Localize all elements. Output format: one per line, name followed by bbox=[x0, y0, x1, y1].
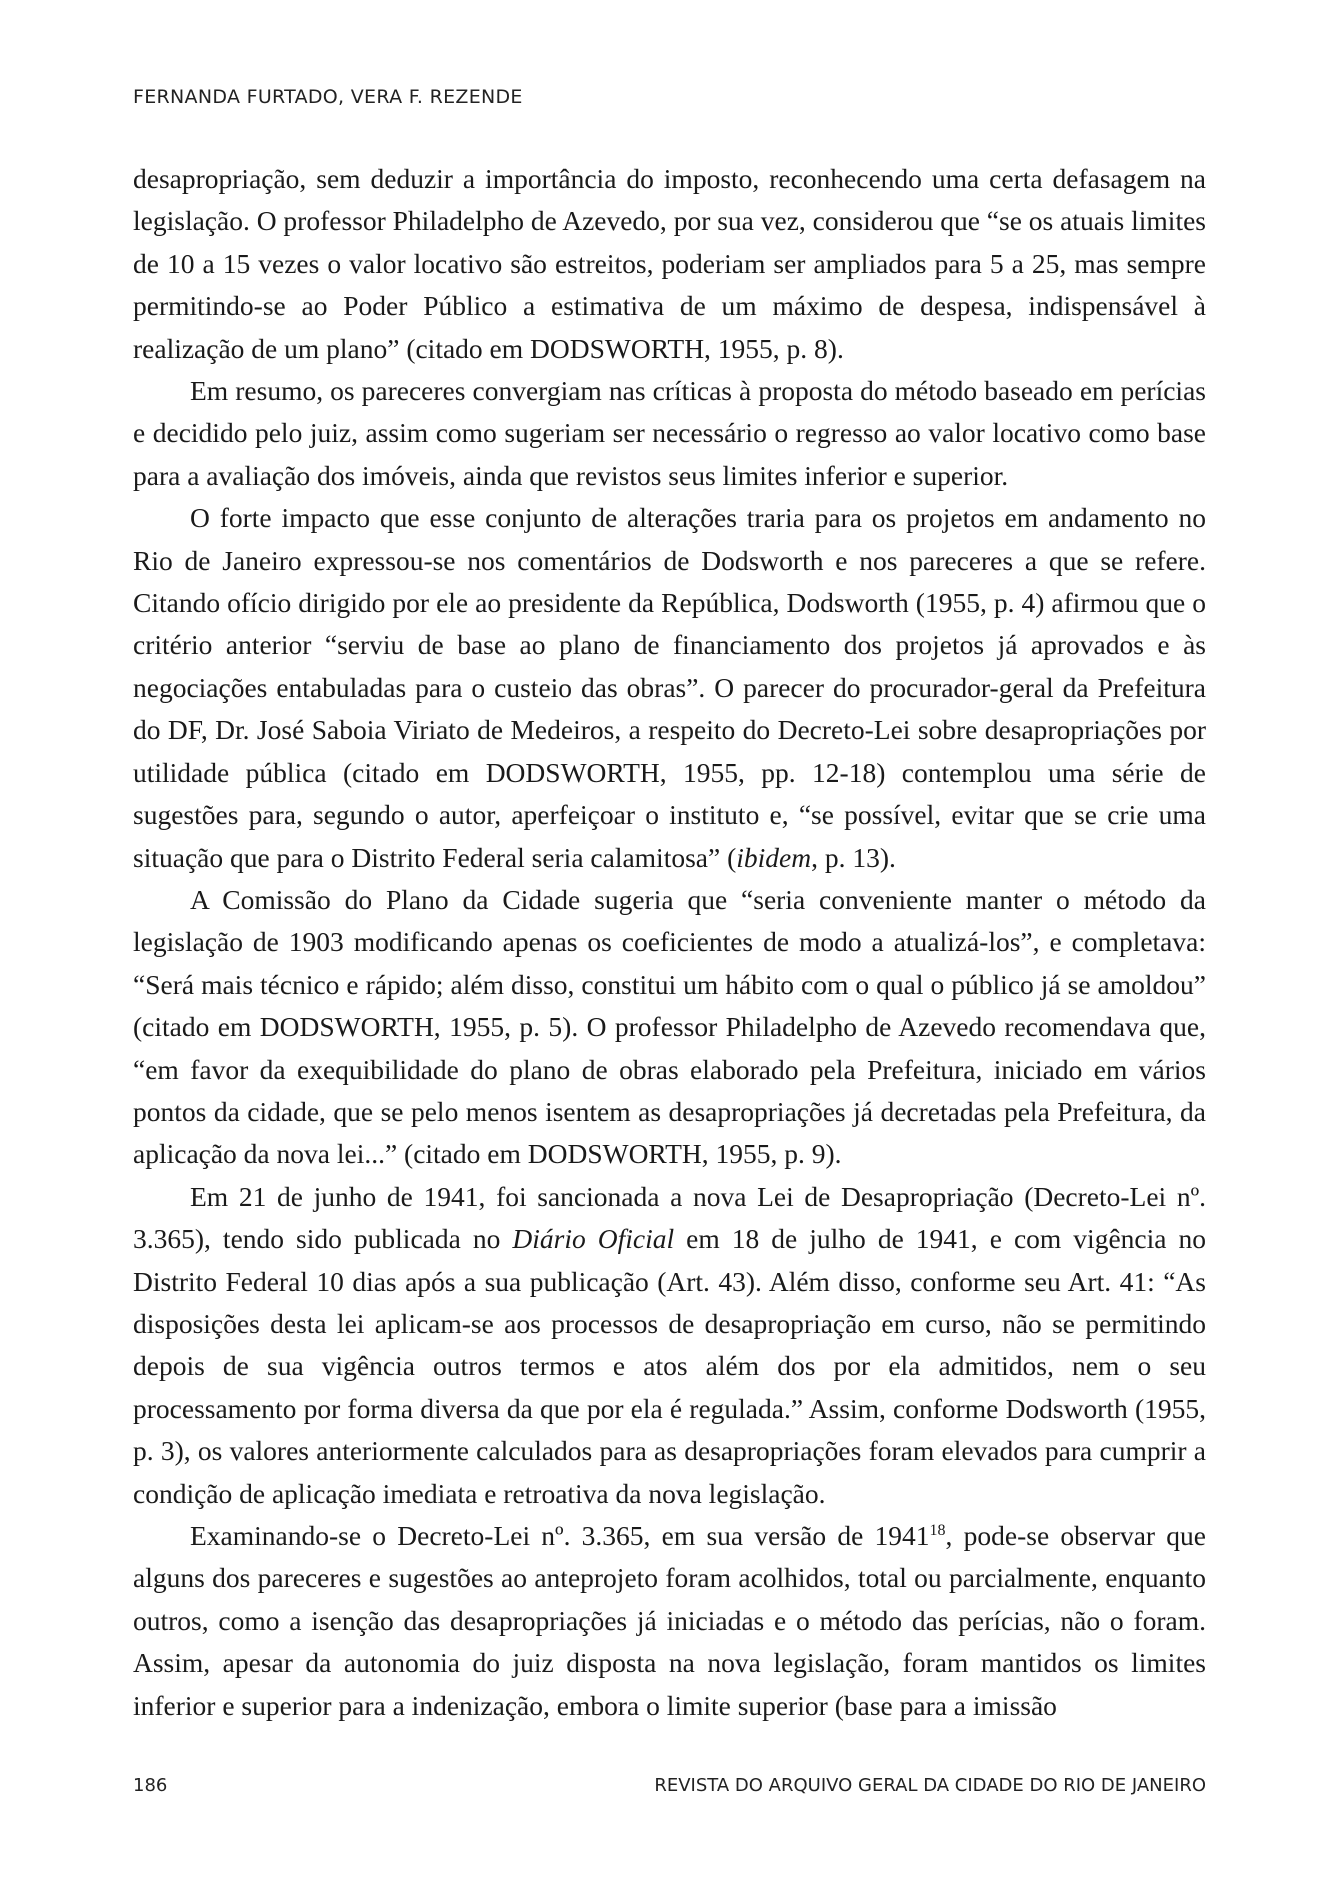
paragraph-5-text: Em 21 de junho de 1941, foi sancionada a nova Lei de Desapropriação (Decreto-Lei nº. 3.365), tendo sido publicada no bbox=[133, 1180, 1206, 1255]
paragraph-3 bbox=[133, 497, 1206, 879]
page-footer bbox=[133, 1775, 1206, 1796]
paragraph-6-end: , pode-se observar que alguns dos pareceres e sugestões ao anteprojeto foram acolhidos, total ou parcialmente, enquanto outros, como a isenção das desapropriações já iniciadas e o método das perícias, não o foram. Assim, apesar da autonomia do juiz disposta na nova legislação, foram mantidos os limites inferior e superior para a indenização, embora o limite superior (base para a imissão bbox=[133, 1520, 1207, 1721]
paragraph-2: Em resumo, os pareceres convergiam nas críticas à proposta do método baseado em perícias e decidido pelo juiz, assim como sugeriam ser necessário o regresso ao valor locativo como base para a avaliação dos imóveis, ainda que revistos seus limites inferior e superior. bbox=[133, 375, 1206, 491]
ibidem-italic: ibidem bbox=[736, 841, 812, 873]
paragraph-6 bbox=[133, 1515, 1206, 1727]
paragraph-3-end: , p. 13). bbox=[811, 841, 896, 873]
running-head: FERNANDA FURTADO, VERA F. REZENDE bbox=[133, 86, 523, 108]
article-body bbox=[133, 158, 1206, 1727]
paragraph-6-text: Examinando-se o Decreto-Lei nº. 3.365, em sua versão de 1941 bbox=[190, 1520, 930, 1551]
paragraph-1: desapropriação, sem deduzir a importância do imposto, reconhecendo uma certa defasagem na legislação. O professor Philadelpho de Azevedo, por sua vez, considerou que “se os atuais limites de 10 a 15 vezes o valor locativo são estreitos, poderiam ser ampliados para 5 a 25, mas sempre permitindo-se ao Poder Público a estimativa de um máximo de despesa, indispensável à realização de um plano” (citado em DODSWORTH, 1955, p. 8). bbox=[133, 163, 1206, 364]
paragraph-4: A Comissão do Plano da Cidade sugeria que “seria conveniente manter o método da legislação de 1903 modificando apenas os coeficientes de modo a atualizá-los”, e completava: “Será mais técnico e rápido; além disso, constitui um hábito com o qual o público já se amoldou” (citado em DODSWORTH, 1955, p. 5). O professor Philadelpho de Azevedo recomendava que, “em favor da exequibilidade do plano de obras elaborado pela Prefeitura, iniciado em vários pontos da cidade, que se pelo menos isentem as desapropriações já decretadas pela Prefeitura, da aplicação da nova lei...” (citado em DODSWORTH, 1955, p. 9). bbox=[133, 883, 1206, 1170]
diario-oficial-italic: Diário Oficial bbox=[512, 1223, 675, 1255]
paragraph-5 bbox=[133, 1176, 1206, 1515]
paragraph-5-end: em 18 de julho de 1941, e com vigência no Distrito Federal 10 dias após a sua publicação (Art. 43). Além disso, conforme seu Art. 41: “As disposições desta lei aplicam-se aos processos de desapropriação em curso, não se permitindo depois de sua vigência outros termos e atos além dos por ela admitidos, nem o seu processamento por forma diversa da que por ela é regulada.” Assim, conforme Dodsworth (1955, p. 3), os valores anteriormente calculados para as desapropriações foram elevados para cumprir a condição de aplicação imediata e retroativa da nova legislação. bbox=[133, 1223, 1206, 1509]
page-number: 186 bbox=[133, 1775, 168, 1796]
paragraph-3-text: O forte impacto que esse conjunto de alterações traria para os projetos em andamento no Rio de Janeiro expressou-se nos comentários de Dodsworth e nos pareceres a que se refere. Citando ofício dirigido por ele ao presidente da República, Dodsworth (1955, p. 4) afirmou que o critério anterior “serviu de base ao plano de financiamento dos projetos já aprovados e às negociações entabuladas para o custeio das obras”. O parecer do procurador-geral da Prefeitura do DF, Dr. José Saboia Viriato de Medeiros, a respeito do Decreto-Lei sobre desapropriações por utilidade pública (citado em DODSWORTH, 1955, pp. 12-18) contemplou uma série de sugestões para, segundo o autor, aperfeiçoar o instituto e, “se possível, evitar que se crie uma situação que para o Distrito Federal seria calamitosa” ( bbox=[133, 502, 1206, 873]
footnote-ref-18[interactable]: 18 bbox=[929, 1521, 946, 1539]
journal-title: REVISTA DO ARQUIVO GERAL DA CIDADE DO RIO DE JANEIRO bbox=[654, 1775, 1206, 1796]
